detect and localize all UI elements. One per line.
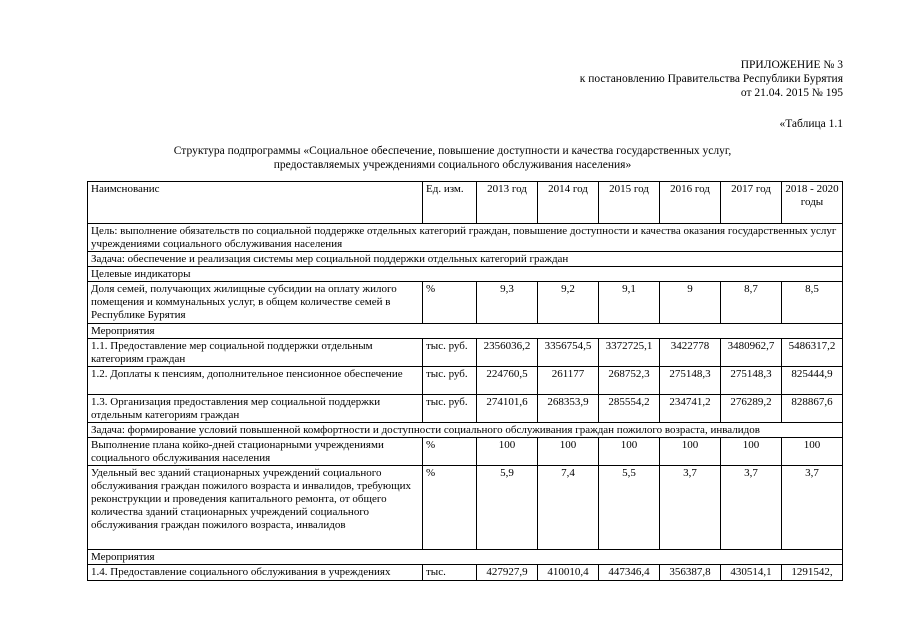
- cell-2013: 274101,6: [477, 395, 538, 423]
- table-row: [88, 339, 843, 367]
- cell-2015: 100: [599, 438, 660, 466]
- table-header-row: [88, 182, 843, 224]
- cell-2015: 3372725,1: [599, 339, 660, 367]
- cell-2016: 275148,3: [660, 367, 721, 395]
- row-unit: тыс. руб.: [423, 339, 477, 367]
- cell-2013: 427927,9: [477, 565, 538, 581]
- task-row-2: [88, 423, 843, 438]
- appendix-decree: к постановлению Правительства Республики Бурятия: [579, 73, 843, 85]
- structure-table: [87, 181, 843, 581]
- measures-row: [88, 550, 843, 565]
- cell-2018-2020: 8,5: [782, 282, 843, 324]
- table-row: [88, 565, 843, 581]
- cell-2015: 5,5: [599, 466, 660, 550]
- appendix-header: [580, 58, 843, 100]
- task-text-2: Задача: формирование условий повышенной комфортности и доступности социального обслуживания граждан пожилого возраста, инвалидов: [88, 423, 843, 438]
- row-name: 1.4. Предоставление социального обслуживания в учреждениях: [88, 565, 423, 581]
- appendix-date: от 21.04. 2015 № 195: [740, 87, 843, 99]
- measures-label: Мероприятия: [88, 550, 843, 565]
- appendix-number: ПРИЛОЖЕНИЕ № 3: [740, 59, 843, 71]
- cell-2015: 268752,3: [599, 367, 660, 395]
- cell-2014: 261177: [538, 367, 599, 395]
- cell-2015: 285554,2: [599, 395, 660, 423]
- row-name: Доля семей, получающих жилищные субсидии на оплату жилого помещения и коммунальных услуг, в общем количестве семей в Республике Бурятия: [88, 282, 423, 324]
- task-row-1: [88, 252, 843, 267]
- cell-2016: 356387,8: [660, 565, 721, 581]
- cell-2013: 2356036,2: [477, 339, 538, 367]
- cell-2014: 3356754,5: [538, 339, 599, 367]
- cell-2018-2020: 100: [782, 438, 843, 466]
- cell-2017: 8,7: [721, 282, 782, 324]
- cell-2015: 447346,4: [599, 565, 660, 581]
- row-unit: %: [423, 282, 477, 324]
- cell-2014: 100: [538, 438, 599, 466]
- row-name: Выполнение плана койко-дней стационарными учреждениями социального обслуживания населения: [88, 438, 423, 466]
- row-unit: %: [423, 466, 477, 550]
- cell-2016: 9: [660, 282, 721, 324]
- cell-2017: 275148,3: [721, 367, 782, 395]
- table-row: [88, 438, 843, 466]
- cell-2013: 224760,5: [477, 367, 538, 395]
- col-header-2017: 2017 год: [721, 182, 782, 224]
- col-header-2018-2020: 2018 - 2020 годы: [782, 182, 843, 224]
- cell-2017: 430514,1: [721, 565, 782, 581]
- cell-2013: 100: [477, 438, 538, 466]
- table-row: [88, 395, 843, 423]
- table-row: [88, 282, 843, 324]
- cell-2018-2020: 3,7: [782, 466, 843, 550]
- indicators-row: [88, 267, 843, 282]
- table-reference: «Таблица 1.1: [779, 118, 843, 130]
- row-name: Удельный вес зданий стационарных учреждений социального обслуживания граждан пожилого возраста и инвалидов, требующих реконструкции и проведения капитального ремонта, от общего количества зданий стационарных учреждений социального обслуживания граждан пожилого возраста, инвалидов: [88, 466, 423, 550]
- cell-2018-2020: 828867,6: [782, 395, 843, 423]
- cell-2017: 3480962,7: [721, 339, 782, 367]
- col-header-2016: 2016 год: [660, 182, 721, 224]
- cell-2018-2020: 825444,9: [782, 367, 843, 395]
- row-name: 1.1. Предоставление мер социальной поддержки отдельным категориям граждан: [88, 339, 423, 367]
- title-line-2: предоставляемых учреждениями социального обслуживания населения»: [273, 159, 632, 171]
- cell-2016: 3,7: [660, 466, 721, 550]
- cell-2018-2020: 5486317,2: [782, 339, 843, 367]
- measures-row: [88, 324, 843, 339]
- cell-2014: 268353,9: [538, 395, 599, 423]
- cell-2016: 234741,2: [660, 395, 721, 423]
- row-name: 1.3. Организация предоставления мер социальной поддержки отдельным категориям граждан: [88, 395, 423, 423]
- cell-2016: 3422778: [660, 339, 721, 367]
- col-header-2014: 2014 год: [538, 182, 599, 224]
- cell-2015: 9,1: [599, 282, 660, 324]
- cell-2014: 9,2: [538, 282, 599, 324]
- col-header-name: Наимснованис: [88, 182, 423, 224]
- row-unit: тыс.: [423, 565, 477, 581]
- goal-row: [88, 224, 843, 252]
- cell-2017: 276289,2: [721, 395, 782, 423]
- title-line-1: Структура подпрограммы «Социальное обеспечение, повышение доступности и качества государственных услуг,: [173, 145, 732, 157]
- row-unit: тыс. руб.: [423, 367, 477, 395]
- cell-2013: 9,3: [477, 282, 538, 324]
- indicators-label: Целевые индикаторы: [88, 267, 843, 282]
- row-unit: %: [423, 438, 477, 466]
- task-text-1: Задача: обеспечение и реализация системы мер социальной поддержки отдельных категорий граждан: [88, 252, 843, 267]
- cell-2014: 7,4: [538, 466, 599, 550]
- col-header-2013: 2013 год: [477, 182, 538, 224]
- cell-2016: 100: [660, 438, 721, 466]
- table-row: [88, 367, 843, 395]
- col-header-unit: Ед. изм.: [423, 182, 477, 224]
- row-name: 1.2. Доплаты к пенсиям, дополнительное пенсионное обеспечение: [88, 367, 423, 395]
- cell-2017: 100: [721, 438, 782, 466]
- col-header-2015: 2015 год: [599, 182, 660, 224]
- row-unit: тыс. руб.: [423, 395, 477, 423]
- cell-2013: 5,9: [477, 466, 538, 550]
- document-title: [0, 144, 905, 172]
- measures-label: Мероприятия: [88, 324, 843, 339]
- table-row: [88, 466, 843, 550]
- goal-text: Цель: выполнение обязательств по социальной поддержке отдельных категорий граждан, повышение доступности и качества оказания государственных услуг учреждениями социального обслуживания населения: [88, 224, 843, 252]
- cell-2017: 3,7: [721, 466, 782, 550]
- cell-2018-2020: 1291542,: [782, 565, 843, 581]
- cell-2014: 410010,4: [538, 565, 599, 581]
